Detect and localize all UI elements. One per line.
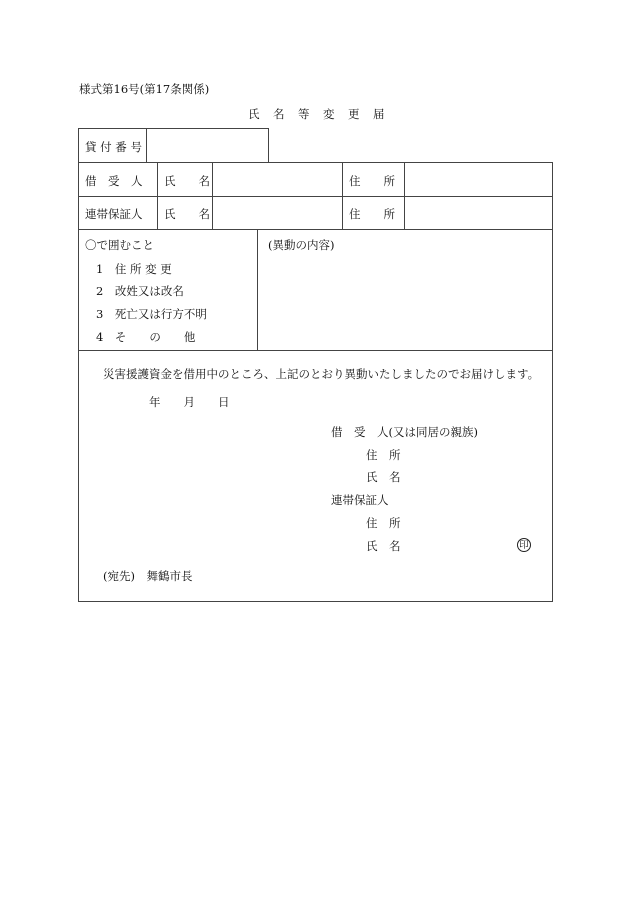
- guarantor-heading: 連帯保証人: [331, 493, 389, 507]
- form-title: 氏 名 等 変 更 届: [248, 107, 386, 121]
- change-option-address[interactable]: 1 住 所 変 更: [96, 262, 172, 276]
- divider: [404, 162, 405, 229]
- seal-mark: 印: [517, 538, 531, 552]
- divider: [78, 350, 553, 351]
- change-option-surname[interactable]: 2 改姓又は改名: [96, 284, 184, 298]
- divider: [212, 162, 213, 229]
- change-option-death[interactable]: 3 死亡又は行方不明: [96, 307, 207, 321]
- borrower-role-label: 借 受 人: [85, 174, 143, 188]
- guarantor-role-label: 連帯保証人: [85, 207, 143, 221]
- guarantor-address-label: 住 所: [349, 207, 395, 221]
- change-option-other[interactable]: 4 そ の 他: [96, 330, 196, 344]
- declaration-statement: 災害援護資金を借用中のところ、上記のとおり異動いたしましたのでお届けします。: [103, 367, 540, 381]
- divider: [146, 128, 147, 163]
- divider: [342, 162, 343, 229]
- form-number: 様式第16号(第17条関係): [79, 82, 210, 96]
- borrower-heading: 借 受 人(又は同居の親族): [331, 425, 478, 439]
- divider: [257, 229, 258, 350]
- form-frame: [78, 162, 553, 602]
- date-field[interactable]: 年 月 日: [149, 395, 230, 409]
- borrower-name-line[interactable]: 氏 名: [366, 470, 401, 484]
- borrower-name-label: 氏 名: [164, 174, 210, 188]
- guarantor-name-line[interactable]: 氏 名: [366, 539, 401, 553]
- change-details-label: (異動の内容): [268, 238, 335, 252]
- change-instruction: 〇で囲むこと: [85, 238, 154, 252]
- loan-number-label: 貸 付 番 号: [85, 140, 142, 154]
- divider: [78, 196, 553, 197]
- guarantor-name-label: 氏 名: [164, 207, 210, 221]
- divider: [78, 229, 553, 230]
- borrower-address-label: 住 所: [349, 174, 395, 188]
- divider: [157, 162, 158, 229]
- borrower-address-line[interactable]: 住 所: [366, 448, 401, 462]
- guarantor-address-line[interactable]: 住 所: [366, 516, 401, 530]
- addressee: (宛先) 舞鶴市長: [103, 569, 193, 583]
